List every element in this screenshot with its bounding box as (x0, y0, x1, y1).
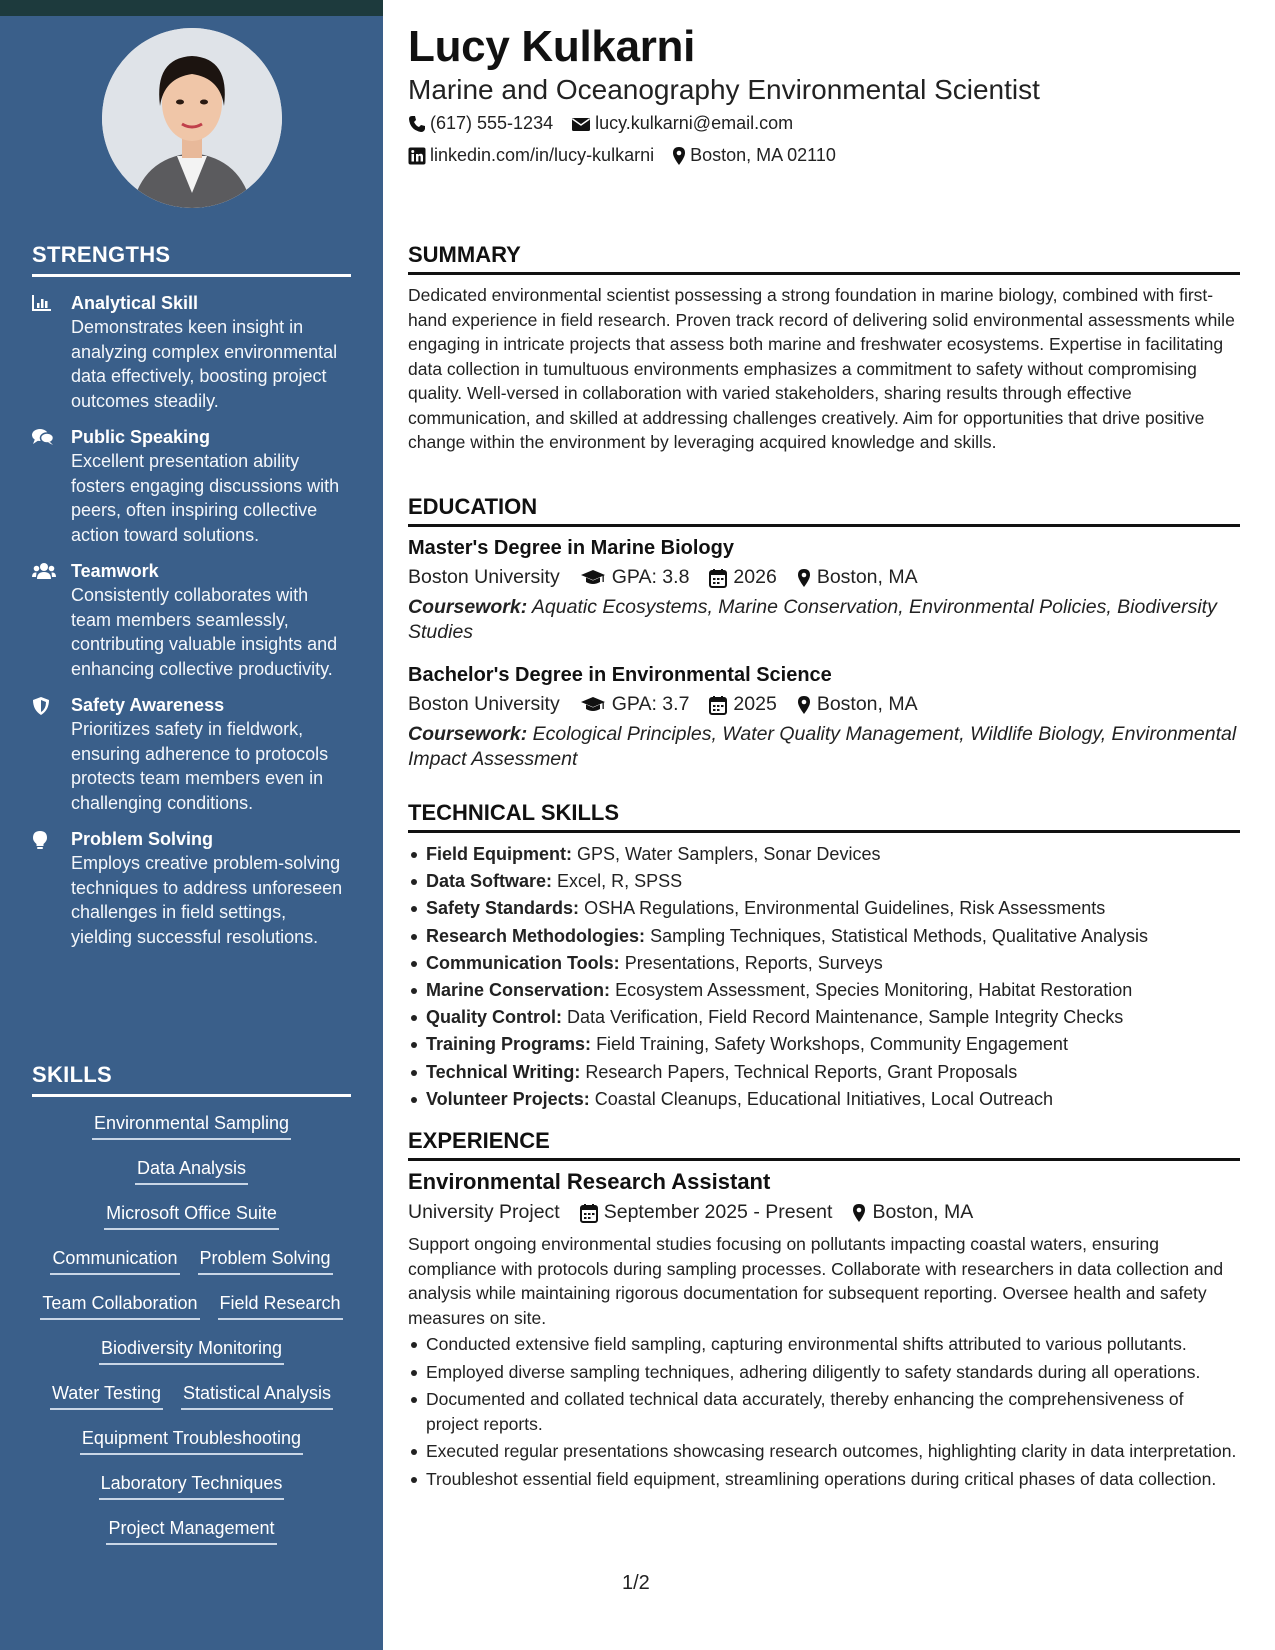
phone-icon (408, 115, 426, 133)
map-pin-icon (797, 695, 811, 715)
education-section (408, 494, 1240, 771)
location-contact (672, 145, 836, 166)
employment-dates: September 2025 - Present (603, 1201, 833, 1223)
users-icon (32, 559, 71, 681)
technical-skill-label: Technical Writing: (426, 1061, 581, 1082)
sidebar (0, 0, 383, 1650)
skill-tag: Field Research (218, 1291, 343, 1320)
technical-skill-value: OSHA Regulations, Environmental Guidelines, Risk Assessments (584, 898, 1106, 919)
experience-meta (408, 1201, 1240, 1224)
school-location: Boston, MA (816, 566, 918, 588)
skill-tag: Laboratory Techniques (99, 1471, 285, 1500)
technical-skill-item (408, 950, 1240, 977)
experience-bullet: Troubleshot essential field equipment, streamlining operations during critical phases of data collection. (408, 1467, 1240, 1492)
technical-skill-value: Data Verification, Field Record Maintenance, Sample Integrity Checks (567, 1007, 1124, 1028)
skill-tag: Statistical Analysis (181, 1381, 333, 1410)
technical-skill-label: Quality Control: (426, 1007, 562, 1028)
technical-skill-value: Excel, R, SPSS (557, 871, 683, 892)
skill-tag: Data Analysis (135, 1156, 248, 1185)
technical-skill-label: Volunteer Projects: (426, 1088, 590, 1109)
graduation-cap-icon (580, 696, 606, 714)
degree-title: Bachelor's Degree in Environmental Science (408, 664, 832, 686)
education-item (408, 537, 1240, 644)
experience-heading: EXPERIENCE (408, 1128, 1240, 1161)
map-pin-icon (797, 568, 811, 588)
strength-text: Prioritizes safety in fieldwork, ensuring adherence to protocols protects team members even in challenging conditions. (71, 719, 329, 813)
technical-skill-label: Data Software: (426, 871, 553, 892)
technical-skill-item (408, 1086, 1240, 1113)
shield-icon (32, 693, 71, 815)
experience-bullet: Employed diverse sampling techniques, adhering diligently to safety standards during all operations. (408, 1360, 1240, 1385)
job-title: Marine and Oceanography Environmental Scientist (408, 74, 1040, 105)
coursework (408, 722, 1240, 771)
coursework (408, 595, 1240, 644)
technical-skill-item (408, 1004, 1240, 1031)
skill-row (32, 1516, 351, 1561)
calendar-icon (709, 568, 727, 588)
technical-skill-label: Communication Tools: (426, 952, 620, 973)
strength-text: Employs creative problem-solving techniques to address unforeseen challenges in field settings, yielding successful resolutions. (71, 853, 343, 947)
experience-bullet: Conducted extensive field sampling, capturing environmental shifts attributed to various pollutants. (408, 1332, 1240, 1357)
strength-text: Excellent presentation ability fosters engaging discussions with peers, often inspiring collective action toward solutions. (71, 451, 340, 545)
skills-heading: SKILLS (32, 1062, 351, 1097)
organization: University Project (408, 1201, 560, 1223)
email-text[interactable]: lucy.kulkarni@email.com (595, 113, 794, 133)
strength-text: Consistently collaborates with team members seamlessly, contributing valuable insights and enhancing collective productivity. (71, 585, 338, 679)
experience-location: Boston, MA (872, 1201, 974, 1223)
strength-item (32, 291, 351, 413)
experience-item (408, 1169, 1240, 1491)
technical-skill-value: Field Training, Safety Workshops, Community Engagement (596, 1034, 1068, 1055)
linkedin-icon (408, 147, 426, 165)
skill-tag: Project Management (106, 1516, 276, 1545)
technical-skill-item (408, 1059, 1240, 1086)
map-pin-icon (852, 1203, 866, 1223)
strength-item (32, 425, 351, 547)
contact-row-2 (408, 145, 836, 166)
skill-row (32, 1156, 351, 1201)
strength-text: Demonstrates keen insight in analyzing complex environmental data effectively, boosting project outcomes steadily. (71, 317, 338, 411)
chat-bubbles-icon (32, 425, 71, 547)
education-meta (408, 566, 1240, 589)
technical-skill-item (408, 841, 1240, 868)
technical-skill-label: Safety Standards: (426, 898, 580, 919)
school-name: Boston University (408, 693, 560, 715)
technical-skill-label: Research Methodologies: (426, 925, 646, 946)
linkedin-text[interactable]: linkedin.com/in/lucy-kulkarni (430, 145, 655, 165)
skill-row (32, 1426, 351, 1471)
skill-row (32, 1201, 351, 1246)
strength-title: Safety Awareness (71, 695, 225, 715)
skills-list (32, 1111, 351, 1561)
technical-skill-item (408, 895, 1240, 922)
envelope-icon (571, 116, 591, 132)
technical-skill-item (408, 977, 1240, 1004)
skill-tag: Environmental Sampling (92, 1111, 291, 1140)
technical-skill-value: Sampling Techniques, Statistical Methods, Qualitative Analysis (650, 925, 1148, 946)
skill-row (32, 1471, 351, 1516)
education-heading: EDUCATION (408, 494, 1240, 527)
strength-item (32, 559, 351, 681)
technical-skill-label: Marine Conservation: (426, 980, 611, 1001)
strength-title: Public Speaking (71, 427, 211, 447)
contact-row (408, 113, 793, 134)
skill-tag: Equipment Troubleshooting (80, 1426, 303, 1455)
lightbulb-icon (32, 827, 71, 949)
technical-skill-label: Training Programs: (426, 1034, 592, 1055)
coursework-label: Coursework: (408, 596, 528, 618)
map-pin-icon (672, 146, 686, 166)
coursework-label: Coursework: (408, 723, 528, 745)
technical-skill-value: Research Papers, Technical Reports, Grant Proposals (585, 1061, 1018, 1082)
technical-skills-heading: TECHNICAL SKILLS (408, 800, 1240, 833)
skill-row (32, 1291, 351, 1336)
experience-bullet: Documented and collated technical data accurately, thereby enhancing the comprehensiveness of project reports. (408, 1387, 1240, 1436)
email-contact[interactable] (571, 113, 793, 134)
candidate-name: Lucy Kulkarni (408, 22, 696, 71)
school-name: Boston University (408, 566, 560, 588)
strengths-heading: STRENGTHS (32, 242, 351, 277)
skills-section (32, 1062, 351, 1561)
technical-skill-value: Ecosystem Assessment, Species Monitoring, Habitat Restoration (615, 980, 1133, 1001)
experience-title: Environmental Research Assistant (408, 1169, 771, 1194)
summary-heading: SUMMARY (408, 242, 1240, 275)
page-number: 1/2 (622, 1572, 650, 1594)
graduation-cap-icon (580, 569, 606, 587)
school-location: Boston, MA (816, 693, 918, 715)
strength-item (32, 693, 351, 815)
skill-row (32, 1246, 351, 1291)
skill-row (32, 1111, 351, 1156)
graduation-year: 2026 (733, 566, 777, 588)
skill-tag: Water Testing (50, 1381, 163, 1410)
phone-text: (617) 555-1234 (430, 113, 554, 133)
skill-tag: Communication (50, 1246, 179, 1275)
experience-bullets (408, 1332, 1240, 1491)
strengths-section (32, 242, 351, 949)
gpa: GPA: 3.7 (611, 693, 690, 715)
skill-tag: Biodiversity Monitoring (99, 1336, 284, 1365)
bar-chart-icon (32, 291, 71, 413)
experience-summary: Support ongoing environmental studies focusing on pollutants impacting coastal waters, ensuring compliance with protocols during sampling processes. Collaborate with researchers in data collection and analysis while maintaining rigorous documentation for subsequent reporting. Oversee health and safety measures on site. (408, 1234, 1224, 1328)
coursework-text: Ecological Principles, Water Quality Management, Wildlife Biology, Environmental Impact Assessment (408, 723, 1237, 770)
skill-tag: Microsoft Office Suite (104, 1201, 279, 1230)
calendar-icon (580, 1203, 598, 1223)
education-item (408, 664, 1240, 771)
skill-tag: Problem Solving (198, 1246, 333, 1275)
degree-title: Master's Degree in Marine Biology (408, 537, 734, 559)
graduation-year: 2025 (733, 693, 777, 715)
coursework-text: Aquatic Ecosystems, Marine Conservation, Environmental Policies, Biodiversity Studies (408, 596, 1217, 643)
summary-section (408, 242, 1240, 455)
technical-skill-label: Field Equipment: (426, 844, 572, 864)
strength-item (32, 827, 351, 949)
skill-row (32, 1336, 351, 1381)
technical-skill-item (408, 923, 1240, 950)
technical-skills-list (408, 841, 1240, 1113)
gpa: GPA: 3.8 (611, 566, 690, 588)
profile-photo (102, 28, 282, 208)
calendar-icon (709, 695, 727, 715)
location-text: Boston, MA 02110 (690, 145, 836, 165)
summary-text: Dedicated environmental scientist possessing a strong foundation in marine biology, combined with first-hand experience in field research. Proven track record of delivering solid environmental assessments while engaging in intricate projects that assess both marine and freshwater ecosystems. Expertise in facilitating data collection in tumultuous environments emphasizes a commitment to safety without compromising quality. Well-versed in collaboration with varied stakeholders, sharing results through effective communication, and skilled at addressing challenges creatively. Aim for opportunities that drive positive change within the environment by leveraging acquired knowledge and skills. (408, 285, 1235, 452)
linkedin-contact[interactable] (408, 145, 654, 166)
technical-skill-item (408, 1031, 1240, 1058)
education-meta (408, 693, 1240, 716)
strength-title: Problem Solving (71, 829, 214, 849)
technical-skill-item (408, 868, 1240, 895)
technical-skill-value: GPS, Water Samplers, Sonar Devices (577, 844, 881, 864)
strength-title: Teamwork (71, 561, 159, 581)
technical-skill-value: Coastal Cleanups, Educational Initiatives, Local Outreach (594, 1088, 1053, 1109)
phone-contact (408, 113, 553, 134)
experience-section (408, 1128, 1240, 1494)
strength-title: Analytical Skill (71, 293, 199, 313)
skill-row (32, 1381, 351, 1426)
skill-tag: Team Collaboration (40, 1291, 199, 1320)
technical-skills-section (408, 800, 1240, 1113)
experience-bullet: Executed regular presentations showcasing research outcomes, highlighting clarity in data interpretation. (408, 1439, 1240, 1464)
sidebar-top-band (0, 0, 383, 16)
technical-skill-value: Presentations, Reports, Surveys (624, 952, 883, 973)
